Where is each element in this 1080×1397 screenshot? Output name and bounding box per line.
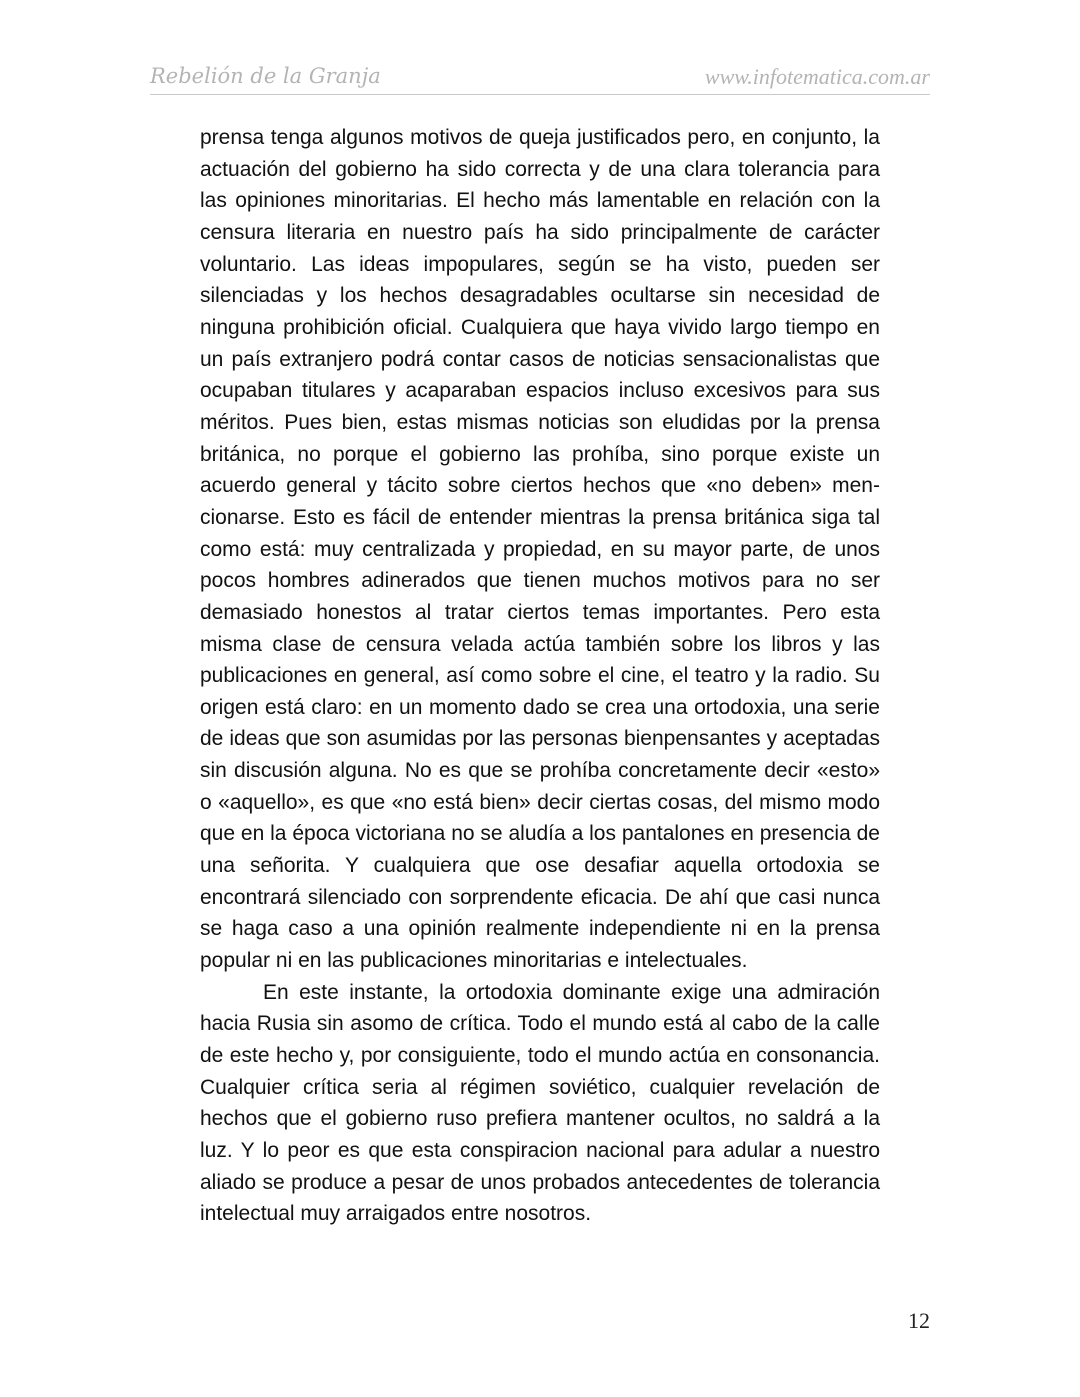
main-text (200, 122, 880, 1230)
page-number: 12 (908, 1308, 930, 1333)
page-header (150, 62, 930, 95)
paragraph-1: prensa tenga algunos motivos de queja justificados pero, en conjunto, la actuación del gobierno ha sido correcta y de una clara tolerancia para las opiniones minoritarias. El hecho más lamentable en relación con la censura literaria en nuestro país ha sido principalmente de carácter voluntario. Las ideas impopulares, según se ha visto, pueden ser silenciadas y los hechos desagradables ocultarse sin necesidad de ninguna prohibición oficial. Cualquiera que haya vivido largo tiempo en un país extranjero podrá contar casos de noticias sensacionalistas que ocupaban titulares y acaparaban espacios incluso excesivos para sus méritos. Pues bien, estas mismas noticias son eludidas por la prensa británica, no porque el gobierno las prohíba, sino porque existe un acuerdo general y tácito sobre ciertos hechos que «no deben» mencionarse. Esto es fácil de entender mientras la prensa británica siga tal como está: muy centralizada y propiedad, en su mayor parte, de unos pocos hombres adinerados que tienen muchos motivos para no ser demasiado honestos al tratar ciertos temas importantes. Pero esta misma clase de censura velada actúa también sobre los libros y las publicaciones en general, así como sobre el cine, el teatro y la radio. Su origen está claro: en un momento dado se crea una ortodoxia, una serie de ideas que son asumidas por las personas bienpensantes y aceptadas sin discusión alguna. No es que se prohíba concretamente decir «esto» o «aquello», es que «no está bien» decir ciertas cosas, del mismo modo que en la época victoriana no se aludía a los pantalones en presencia de una señorita. Y cualquiera que ose desafiar aquella ortodoxia se encontrará silenciado con sorprendente eficacia. De ahí que casi nunca se haga caso a una opinión realmente independiente ni en la prensa popular ni en las publicaciones minoritarias e intelectuales. (200, 126, 880, 973)
website-url: www.infotematica.com.ar (704, 64, 930, 89)
paragraph-2: En este instante, la ortodoxia dominante exige una admiración hacia Rusia sin asomo de crítica. Todo el mundo está al cabo de la calle de este hecho y, por consiguiente, todo el mundo actúa en consonancia. Cualquier crítica seria al régimen soviético, cualquier revelación de hechos que el gobierno ruso prefiera mantener ocultos, no saldrá a la luz. Y lo peor es que esta conspiracion nacional para adular a nuestro aliado se produce a pesar de unos probados antecedentes de tolerancia intelectual muy arraigados entre nosotros. (200, 980, 880, 1226)
book-title: Rebelión de la Granja (150, 64, 381, 88)
